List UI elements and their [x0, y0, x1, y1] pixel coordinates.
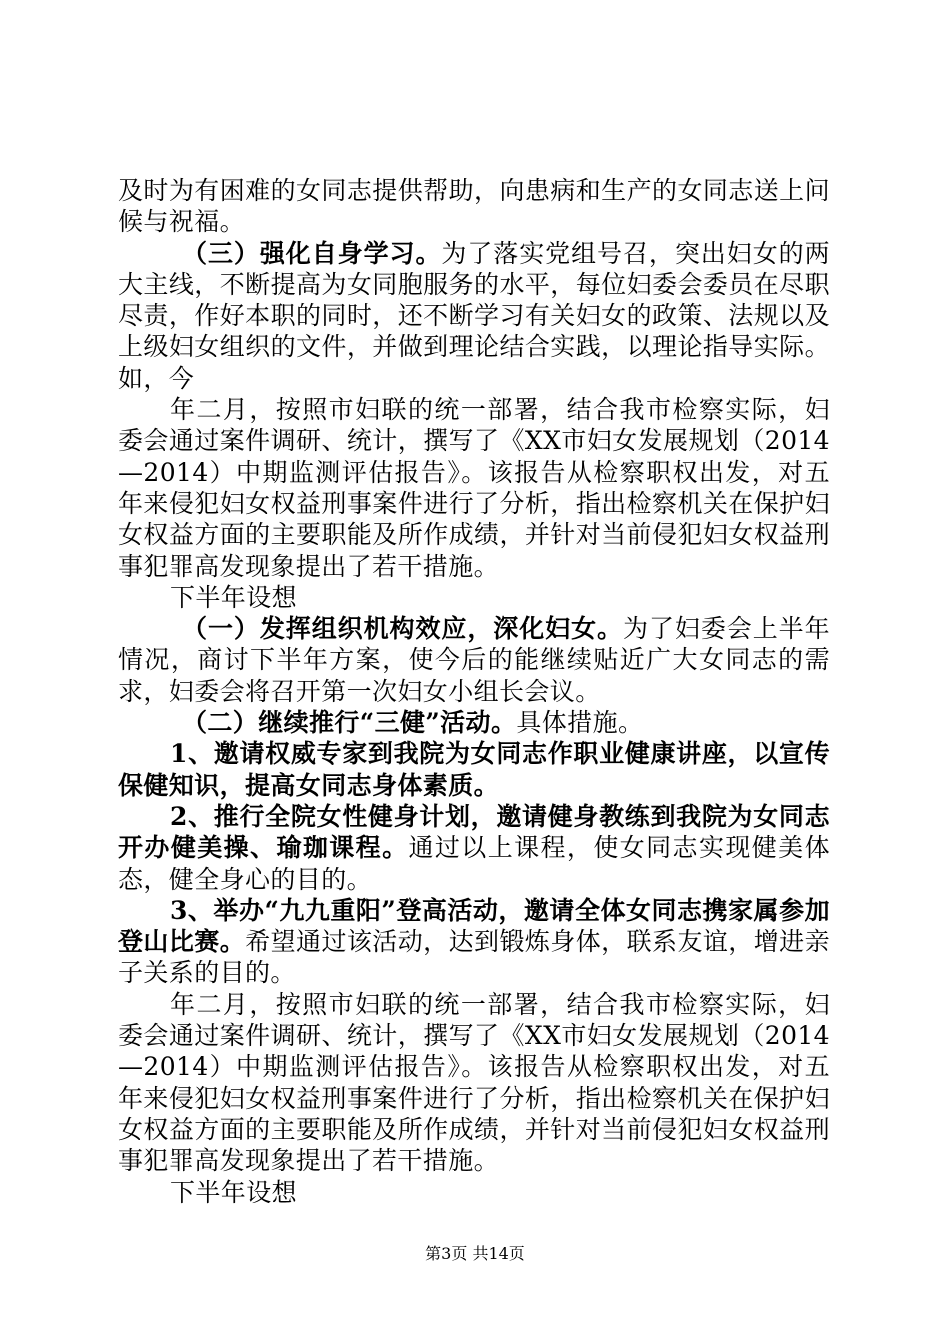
paragraph-heading: 2、推行全院女性健身计划，邀请健身教练到我院为女同志开办健美操、瑜珈课程。	[118, 801, 830, 863]
paragraph-measure-3	[118, 895, 830, 989]
paragraph-text: 希望通过该活动，达到锻炼身体，联系友谊，增进亲子关系的目的。	[118, 927, 830, 988]
page-footer	[0, 1244, 950, 1264]
paragraph-text: 具体措施。	[516, 708, 644, 738]
section-heading-plan	[118, 582, 830, 613]
paragraph-text: 通过以上课程，使女同志实现健美体态，健全身心的目的。	[118, 833, 830, 894]
paragraph-continuation	[118, 175, 830, 238]
paragraph-text: 及时为有困难的女同志提供帮助，向患病和生产的女同志送上问候与祝福。	[118, 176, 830, 237]
paragraph-heading: 1、邀请权威专家到我院为女同志作职业健康讲座，以宣传保健知识，提高女同志身体素质。	[118, 739, 830, 800]
paragraph-text: 为了落实党组号召，突出妇女的两大主线，不断提高为女同胞服务的水平，每位妇委会委员在尽职尽责，作好本职的同时，还不断学习有关妇女的政策、法规以及上级妇女组织的文件，并做到理论结合实践，以理论指导实际。如，今	[118, 238, 830, 393]
paragraph-measure-2	[118, 801, 830, 895]
document-body	[118, 175, 830, 1208]
paragraph-text: 下半年设想	[170, 582, 298, 612]
page-number-label: 第3页 共14页	[425, 1244, 525, 1263]
paragraph-report-repeat	[118, 989, 830, 1177]
paragraph-heading: （三）强化自身学习。	[182, 238, 442, 268]
paragraph-three-health	[118, 707, 830, 738]
paragraph-text: 下半年设想	[170, 1177, 298, 1207]
paragraph-organization	[118, 613, 830, 707]
section-heading-plan-repeat	[118, 1177, 830, 1208]
paragraph-self-study	[118, 238, 830, 394]
paragraph-text: 年二月，按照市妇联的统一部署，结合我市检察实际，妇委会通过案件调研、统计，撰写了《XX市妇女发展规划（2014—2014）中期监测评估报告》。该报告从检察职权出发，对五年来侵犯妇女权益刑事案件进行了分析，指出检察机关在保护妇女权益方面的主要职能及所作成绩，并针对当前侵犯妇女权益刑事犯罪高发现象提出了若干措施。	[118, 989, 830, 1176]
paragraph-report	[118, 394, 830, 582]
paragraph-text: 年二月，按照市妇联的统一部署，结合我市检察实际，妇委会通过案件调研、统计，撰写了《XX市妇女发展规划（2014—2014）中期监测评估报告》。该报告从检察职权出发，对五年来侵犯妇女权益刑事案件进行了分析，指出检察机关在保护妇女权益方面的主要职能及所作成绩，并针对当前侵犯妇女权益刑事犯罪高发现象提出了若干措施。	[118, 395, 830, 581]
paragraph-heading: （二）继续推行“三健”活动。	[182, 708, 517, 738]
paragraph-text: 为了妇委会上半年情况，商讨下半年方案，使今后的能继续贴近广大女同志的需求，妇委会将召开第一次妇女小组长会议。	[118, 614, 830, 706]
paragraph-measure-1	[118, 738, 830, 801]
paragraph-heading: 3、举办“九九重阳”登高活动，邀请全体女同志携家属参加登山比赛。	[118, 895, 830, 957]
paragraph-heading: （一）发挥组织机构效应，深化妇女。	[182, 614, 623, 644]
